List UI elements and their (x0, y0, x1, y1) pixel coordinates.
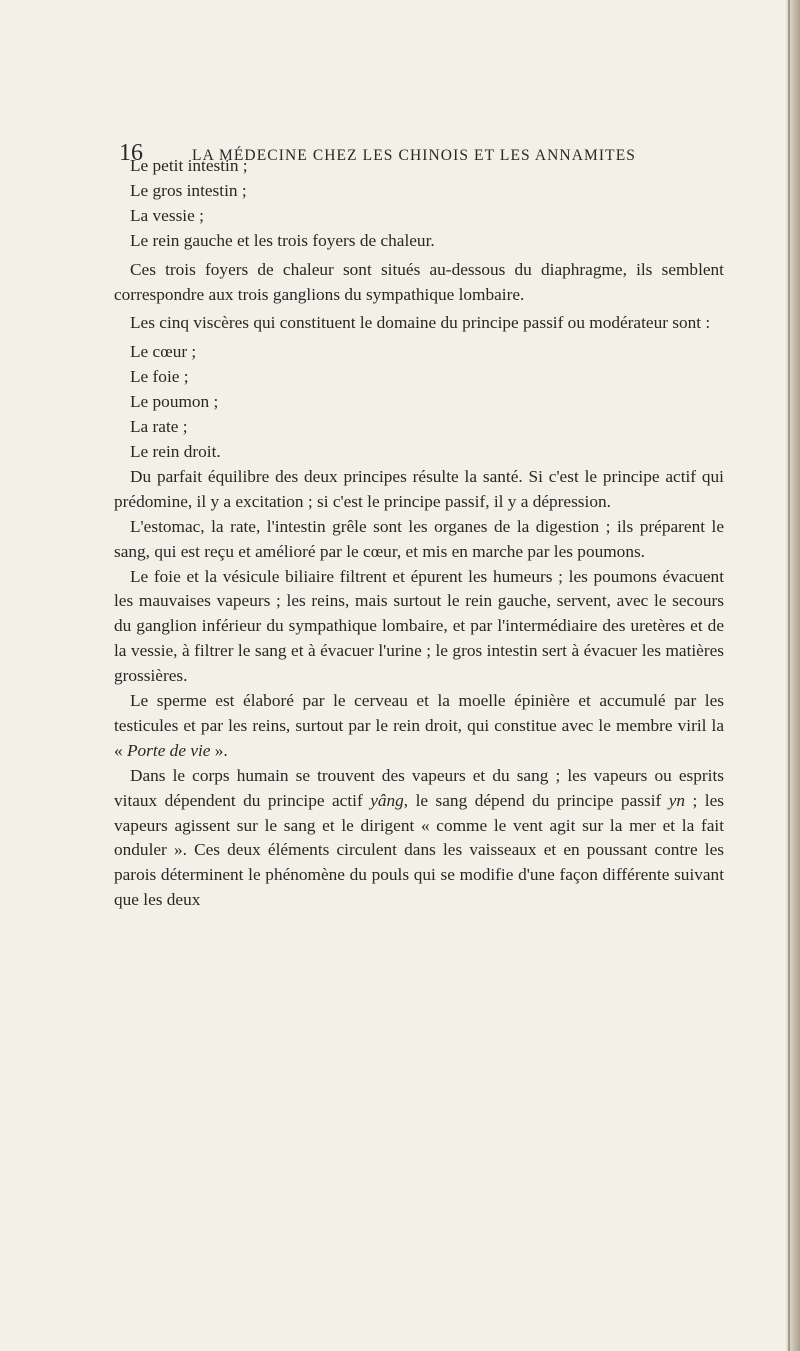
text-run: Le sperme est élaboré par le cerveau et la moelle épinière et accumulé par les testicules et par les reins, surtout par le rein droit, qui constitue avec le membre viril la « (114, 691, 724, 760)
paragraph-equilibre: Du parfait équilibre des deux principes résulte la santé. Si c'est le principe actif qui prédomine, il y a excitation ; si c'est le principe passif, il y a dépression. (114, 466, 724, 511)
list-item: Le gros intestin ; (130, 180, 247, 200)
list-item: Le rein droit. (130, 441, 221, 461)
list-item: Le foie ; (130, 367, 189, 387)
text-run: ». (210, 740, 228, 760)
page-edge-shadow (788, 0, 790, 1351)
paragraph-foyers: Ces trois foyers de chaleur sont situés au-dessous du diaphragme, ils semblent correspondre aux trois ganglions du sympathique lombaire. (114, 259, 724, 304)
paragraph-estomac: L'estomac, la rate, l'intestin grêle sont les organes de la digestion ; ils préparent le sang, qui est reçu et amélioré par le cœur, et mis en marche par les poumons. (114, 516, 724, 561)
text-run: , le sang dépend du principe passif (403, 790, 669, 810)
emphasis: yn (668, 790, 686, 810)
list-item: Le petit intestin ; (130, 156, 248, 175)
list-item: La rate ; (130, 417, 188, 437)
paragraph-foie: Le foie et la vésicule biliaire filtrent et épurent les humeurs ; les poumons évacuent les mauvaises vapeurs ; les reins, mais surtout le rein gauche, servent, avec le secours du ganglion inférieur du sympathique lombaire, et par l'intermédiaire des uretères et de la vessie, à filtrer le sang et à évacuer l'urine ; le gros intestin sert à évacuer les matières grossières. (114, 566, 724, 686)
page-body (114, 154, 724, 913)
paragraph-cinq-visceres: Les cinq viscères qui constituent le domaine du principe passif ou modérateur sont : (130, 313, 711, 333)
text-run: ; les vapeurs agissent sur le sang et le dirigent « comme le vent agit sur la mer et la fait onduler ». Ces deux éléments circulent dans les vaisseaux et en poussant contre les parois déterminent le phénomène du pouls qui se modifie d'une façon différente suivant que les deux (114, 790, 724, 910)
paragraph-sperme (114, 689, 724, 764)
running-head: LA MÉDECINE CHEZ LES CHINOIS ET LES ANNAMITES (192, 147, 637, 164)
list-item: La vessie ; (130, 205, 204, 225)
list-item: Le cœur ; (130, 342, 197, 362)
emphasis: Porte de vie (126, 740, 211, 760)
page-number: 16 (119, 140, 143, 166)
paragraph-corps (114, 764, 724, 913)
text-run: Dans le corps humain se trouvent des vapeurs et du sang ; les vapeurs ou esprits vitaux dépendent du principe actif (114, 765, 724, 810)
list-item: Le rein gauche et les trois foyers de chaleur. (130, 230, 435, 250)
emphasis: yâng (370, 790, 404, 810)
list-item: Le poumon ; (130, 392, 219, 412)
